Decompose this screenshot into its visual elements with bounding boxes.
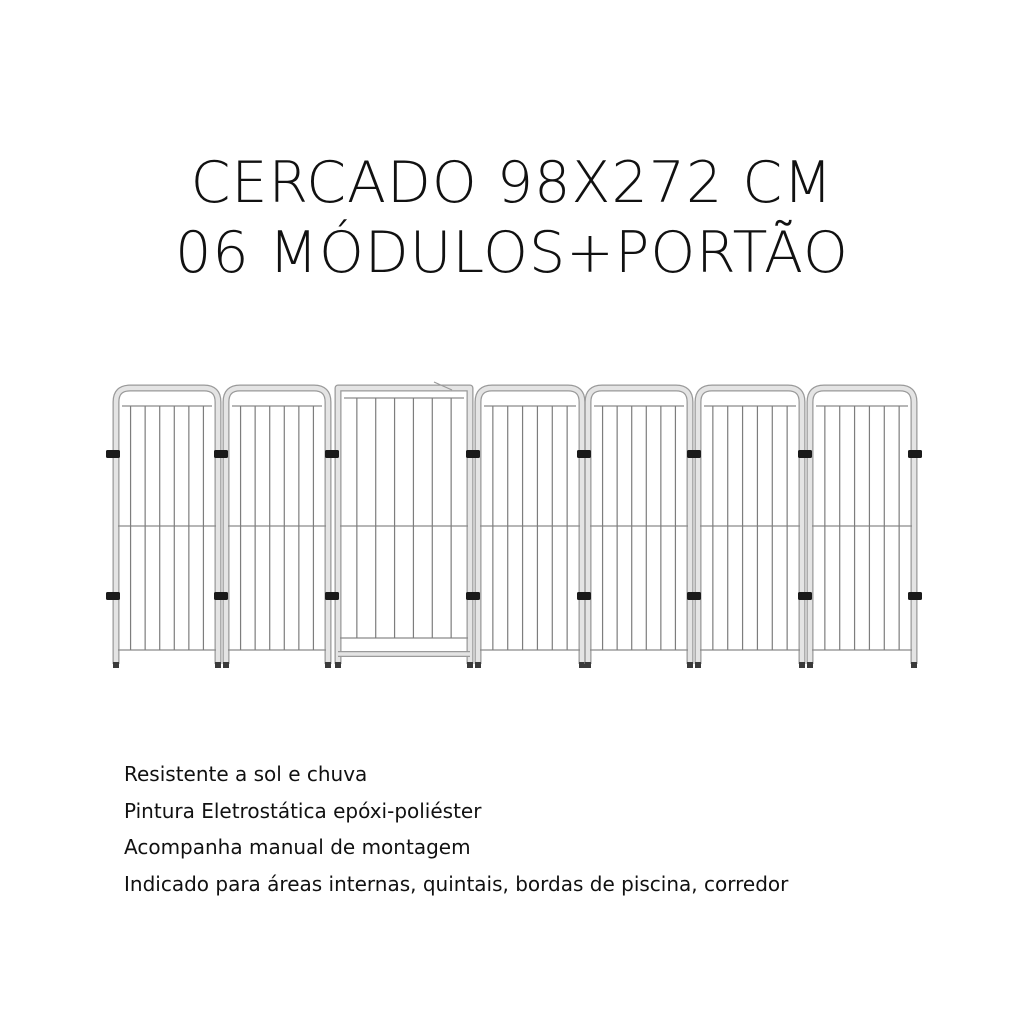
panel-foot (335, 662, 341, 668)
fence-panel (113, 388, 221, 668)
fence-panel (585, 388, 693, 668)
connector-clamp (466, 450, 480, 458)
fence-image (98, 376, 928, 672)
connector-clamp (908, 592, 922, 600)
fence-panel (695, 388, 805, 668)
fence-panel (223, 388, 331, 668)
connector-clamp (798, 592, 812, 600)
panel-foot (467, 662, 473, 668)
connector-clamp (466, 592, 480, 600)
title-line-2: 06 MÓDULOS+PORTÃO (175, 220, 849, 286)
panel-foot (807, 662, 813, 668)
feature-item: Resistente a sol e chuva (124, 762, 368, 786)
connector-clamp (325, 592, 339, 600)
connector-clamp (687, 450, 701, 458)
title-line-1: CERCADO 98X272 CM (190, 150, 834, 216)
connector-clamp (325, 450, 339, 458)
connector-clamp (798, 450, 812, 458)
feature-list (124, 756, 984, 902)
panel-foot (799, 662, 805, 668)
connector-clamp (908, 450, 922, 458)
product-title (0, 148, 1024, 288)
panel-foot (579, 662, 585, 668)
connector-clamp (577, 592, 591, 600)
fence-panel (807, 388, 917, 668)
panel-foot (911, 662, 917, 668)
connector-clamp (106, 450, 120, 458)
fence-gate (335, 382, 473, 668)
connector-clamp (106, 592, 120, 600)
connector-clamp (577, 450, 591, 458)
panel-foot (215, 662, 221, 668)
panel-foot (325, 662, 331, 668)
panel-foot (687, 662, 693, 668)
feature-item: Pintura Eletrostática epóxi-poliéster (124, 798, 482, 823)
feature-item: Acompanha manual de montagem (124, 835, 471, 859)
panel-foot (585, 662, 591, 668)
panel-foot (223, 662, 229, 668)
connector-clamp (214, 592, 228, 600)
connector-clamp (214, 450, 228, 458)
connector-clamp (687, 592, 701, 600)
panel-foot (475, 662, 481, 668)
panel-foot (113, 662, 119, 668)
fence-panel (475, 388, 585, 668)
feature-item: Indicado para áreas internas, quintais, bordas de piscina, corredor (124, 871, 789, 896)
fence-illustration (98, 376, 928, 672)
panel-foot (695, 662, 701, 668)
